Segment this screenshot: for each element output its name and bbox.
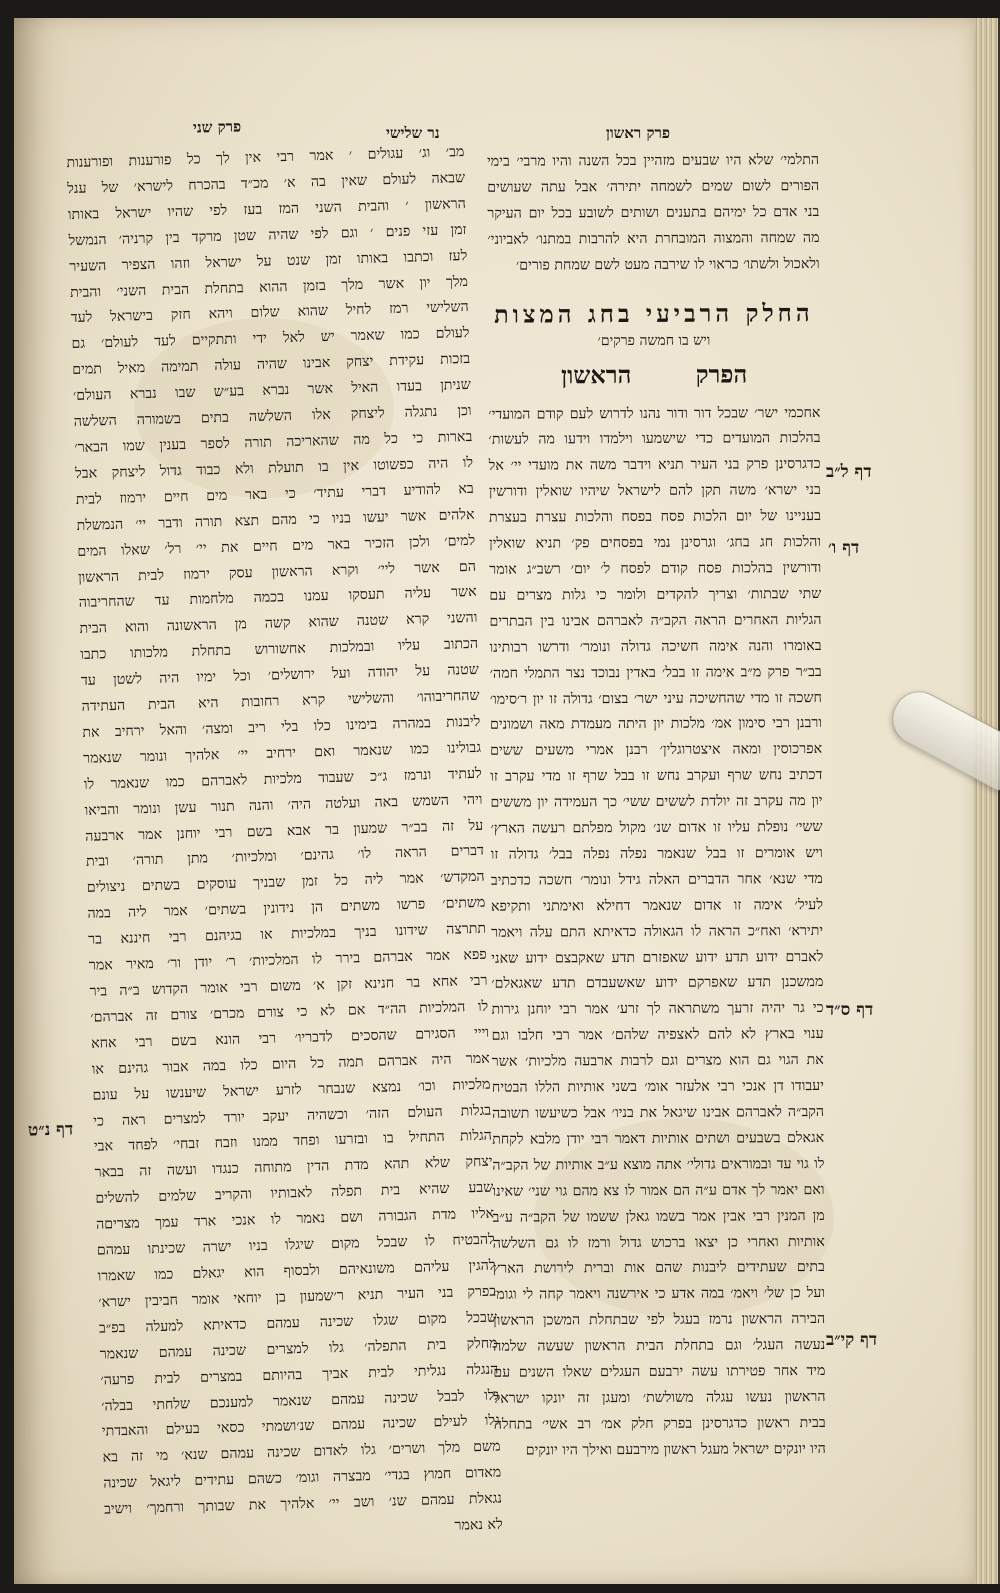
text-line: הגליות האחרים הראה הקב״ה לאברהם אבינו בין הבתרים (489, 611, 822, 630)
text-line: בתים שעתידים ליבנות שהם אות וברית לירושת הארץ (492, 1259, 825, 1278)
text-line: זמן עזי פנים ׳ וגם לפי שהיה שטן מרקד בין קרניה׳ הנמשל (68, 221, 467, 249)
text-line: לו גוי עד ובמוראים גדולי׳ אתה מוצא ע״ב אותיות של הקב״ה (492, 1155, 825, 1174)
right-running-head: פרק ראשון (606, 124, 671, 142)
text-line: אליו מדת הגבורה ושם נאמר לו אנכי ארד עמך מצריםה (95, 1205, 495, 1233)
section-subtitle: ויש בו חמשה פרקים׳ (597, 332, 711, 349)
text-line: שתי שבתות׳ וצריך להקדים ולומר כי גלות מצרים עם (489, 585, 822, 604)
text-line: שבכל מקום שגלו שכינה עמהם כדאיתא למעלה בפ״ב (98, 1309, 498, 1337)
text-line: לעיל׳ אימה זו אדום שנאמר דחילא ואימתני ותקיפא (490, 896, 824, 915)
text-line: הקב״ה לאברהם אבינו שיגאל את בניו׳ אבל כשיעשו תשובה (492, 1103, 825, 1122)
text-line: לעולם כמו שאמר יש לאל ידי ותתקיים לעד לעולם׳ גם (71, 325, 470, 353)
text-line: מה שמחה והמצוה המובחרת היא להרבות במתנו׳ לאביוני׳ (487, 229, 820, 248)
text-line: מיד אחר פטירתו עשה ירבעם העגלים שאלו השנים עם (493, 1363, 826, 1381)
text-line: בני אדם כל ימיהם בתענים ושותים לשובע בכל יום העיקר (487, 203, 820, 222)
right-column-top-text (487, 148, 820, 279)
text-line: משתים׳ פרשו משתים הן נידונין בשתים׳ אמר ליה במה (87, 894, 486, 923)
text-line: והשני קרא שטנה שהוא קשה מן הראשונה והוא הבית (79, 610, 478, 638)
text-line: דברים הראה לו׳ גהינם׳ ומלכיות׳ מתן תורה׳ ובית (85, 843, 485, 871)
text-line: מלכיות וכו׳ נמצא שנבחר לזרע ישראל שיענשו על עונם (92, 1076, 491, 1104)
margin-note: דף ל״ב (826, 462, 872, 482)
chapter-title: הפרק הראשון (561, 358, 748, 389)
text-line: הנגלה נגליתי לבית אביך בהיותם במצרים לבית פרעה׳ (100, 1361, 499, 1389)
text-line: יתירא׳ ואח״כ הראה לו הגאולה כדאיתא התם עלה ויאמר (491, 922, 824, 941)
text-line: בגלות העולם הזה׳ וכשהיה יעקב יורד למצרים ראה כי (93, 1102, 492, 1130)
text-line: יעבודו דן אנכי רבי אלעזר אומ׳ בשני אותיות הללו הבטיח (491, 1078, 824, 1096)
text-line: להגין עליהם משונאיהם ולבסוף הוא יגאלם כמו שאמרו (97, 1257, 496, 1285)
right-column-body-text (488, 401, 826, 1465)
text-line: יצחק שלא תהא מדת הדין מתוחה כנגדו ועשה זה בבאר (94, 1153, 493, 1182)
text-line: כדגרסינן פרק בני העיר תניא וידבר משה את מועדי יי׳ אל (488, 456, 821, 475)
text-line: הראשון נעשו עגלה משולשת׳ ומעגן זה יונקו ישראל (493, 1388, 826, 1407)
text-line: פפא אמר אברהם בירר לו המלכיות׳ ר׳ יודן ור׳ מאיר אמר (88, 946, 487, 974)
text-line: דכתיב נחש שרף ועקרב נחש זו בבל שרף זו מדי עקרב זו (490, 767, 823, 785)
text-line: לו המלכיות הה״ד אם לא כי צורם מכרם׳ צורם זה אברהם׳ (90, 998, 489, 1026)
text-line: אמר היה אברהם תמה כל היום כלו במה אבור גהינם או (91, 1050, 490, 1078)
center-running-head: נר שלישי (386, 124, 440, 142)
text-line: באומרו והנה אימה חשיכה גדולה ונומר׳ ודרשו רבותינו (489, 637, 822, 656)
text-line: בא להודיע דברי עתיד׳ כי באר מים חיים ירמוז לבית (75, 480, 474, 508)
text-line: מאדום חמוץ בגדי׳ מבצרה וגומ׳ כשהם עתידים ליגאל שכינה (103, 1464, 502, 1492)
text-line: ולאכול ולשתו׳ כראוי לו שירבה מעט לשם שמחת פורים׳ (515, 255, 820, 274)
text-line: לו היה כפשוטו אין בו תועלת ולא כבוד גדול ליצחק אבל (74, 454, 474, 482)
text-line: גבולינו כמו שנאמר ואם ירחיב יי׳ אלהיך ונומר שנאמר (82, 739, 482, 767)
text-line: גלו לבבל שכינה עמהם שנאמר למענכם שלחתי בבלה׳ (100, 1387, 500, 1415)
text-line: לעז וכתבו באותו זמן שנט על ישראל וזהו הצפיר השעיר (69, 247, 468, 275)
text-line: על זה בב״ר שמעון בר אבא בשם רבי יוחנן אמר ארבעה (85, 817, 484, 845)
text-line: את הגוי גם הוא מצרים וגם לרבות ארבעה מלכיות׳ אשר (491, 1052, 824, 1070)
text-line: המקדש׳ אמר ליה כל זמן שבניך עוסקים בשתים ניצולים (86, 869, 485, 897)
text-line: ממשכנן תדע שאפרקם ידוע שאשעבדם תדע שאגאלם׳ (491, 974, 824, 993)
text-line: גלו לעילם שכינה עמהם שנ׳ושמתי כסאי בעילם והאבדתי (101, 1412, 501, 1441)
text-line: אשר עליה תעסקו עמנו בכמה מלחמות עד שהחריבוה (78, 584, 477, 612)
text-line: הפורים לשום שמים לשמחה יתירה׳ אבל עתה שעושים (487, 177, 820, 196)
text-line: להבטיח לו שבכל מקום שיגלו בניו ישרה שכינתו עמהם (96, 1231, 495, 1259)
text-line: ויהי השמש באה ועלטה היה׳ והנה תנור עשן ונומר והביאו (84, 791, 483, 819)
text-line: לעתיד ונרמז ג״כ שעבוד מלכיות לאברהם כמו שנאמר לו (83, 765, 482, 793)
text-line: מלך יון אשר מלך בזמן ההוא בתחלת הבית השני׳ והבית (69, 273, 469, 301)
text-line: ענוי בארץ לא להם לאצפיה שלהם׳ אמר רבי חלבו וגם (491, 1026, 824, 1045)
text-line: נעשה העגל׳ וגם בתחלת הבית הראשון שעשה שלמה (493, 1337, 826, 1355)
text-line: משם מלך ושרים׳ גלו לאדום שכינה עמהם שנא׳ מי זה בא (102, 1438, 501, 1466)
text-line: ואם יאמר לך אדם ע״ה הם אמור לו צא מהם גוי שני׳ שאינו (492, 1181, 825, 1200)
left-text-column (66, 140, 503, 1550)
text-line: בהלכות המועדים כדי שישמעו וילמדו וידעו מה לעשות׳ (488, 430, 821, 449)
text-line: שבע שהיא בית תפלה לאבותיו והקריב שלמים להשלים (95, 1179, 494, 1207)
text-line: ששי׳ נופלת עליו זו אדום שנ׳ מקול מפלתם רעשה הארץ׳ (490, 819, 823, 837)
text-line: לא נאמר (454, 1516, 503, 1534)
text-line: מחלק בית התפלה׳ גלו למצרים שכינה עמהם שנאמר (99, 1335, 498, 1363)
left-running-head: פרק שני (192, 117, 242, 137)
text-line: היו יונקים ישראל מעגל ראשון מירבעם ואילך היו יונקים (525, 1440, 826, 1459)
text-line: כי גר יהיה זרעך משתראה לך זרע׳ אמר רבי יוחנן גירות (491, 1000, 824, 1019)
text-line: מן המנין רבי אבין אמר בשמו גאלן ששמו של הקב״ה ע״ב (492, 1207, 825, 1226)
right-text-column (487, 148, 826, 1464)
text-line: ועל כן של׳ ויאמ׳ במה אדע כי אירשנה ויאמר קחה לי וגומ׳ (492, 1285, 826, 1304)
text-line: בב״ר פרק מ״ב אימה זו בבל׳ באדין נבוכד נצר התמלי חמה׳ (489, 663, 822, 682)
text-line: הם אשר ליי׳ וקרא הראשון עסק ירמוז לבית הראשון (77, 558, 477, 586)
text-line: והלכות חג בחג׳ וגרסינן נמי בפסחים פק׳ תניא שואלין (489, 534, 822, 552)
text-line: הראשון ׳ והבית השני המז בעז לפי שהיו ישראל באותו (67, 195, 467, 223)
margin-note: דף ס״ד (826, 1000, 874, 1020)
text-line: מדי שנא׳ אחר הדברים האלה גידל ונומר׳ חשכה כדכתיב (490, 870, 823, 889)
text-line: בבית ראשון כדגרסינן בפרק חלק אמ׳ רב אשי׳ בתחלה (493, 1414, 826, 1433)
text-line: שטנה על יהודה ועל ירושלים׳ וכל ימיו היה לשטן עד (80, 661, 480, 690)
text-line: בעניינו של יום הלכות פסח בפסח והלכות עצרת בעצרת (488, 508, 821, 526)
text-line: תתרצה שידונו בניך במלכיות או בגיהנם רבי חיננא בר (87, 920, 487, 948)
text-line: אפרכוסין ומאה איצטרוגלין׳ רבנן אמרי משעים ששים (490, 741, 823, 760)
text-line: וכן נתגלה ליצחק אלו השלשה בתים בשמורה השלשה (73, 402, 472, 431)
text-line: נגאלת עמהם שנ׳ ושב יי׳ אלהיך את שבותך ורחמך׳ וישיב (103, 1490, 503, 1518)
text-line: הגלות התחיל בו ובזרעו ופחד ממנו וזבח זבחי׳ לפחד אבי (93, 1128, 493, 1156)
text-line: למים׳ ולכן הזכיר באר מים חיים את יי׳ רל׳ שאלו המים (77, 532, 476, 560)
margin-note: דף ו׳ (828, 538, 860, 558)
text-line: שהחריבוהו׳ והשלישי קרא רחובות היא הבית העתידה (81, 687, 480, 715)
page-edges (974, 18, 1000, 1584)
text-line: אגאלם בשבעים ושתים אותיות דאמר רבי יודן מלבא לקחת (492, 1129, 825, 1148)
text-line: אותיות ואחרי כן יצאו ברכוש גדול ורמז לו גם השלשה (492, 1233, 825, 1252)
section-title: החלק הרביעי בחג המצות (494, 297, 814, 329)
text-line: ורבנן רבי סימון אמ׳ מלכות יון היתה מעמדת מאה ושמונים (489, 715, 823, 734)
text-line: חשכה זו מדי שהחשיכה עיני ישר׳ בצום׳ גדולה זו יון ר׳סימו׳ (489, 689, 822, 708)
text-line: מב׳ וג׳ עגולים ׳ אמר רבי אין לך כל פורענות ופורענות (66, 143, 465, 172)
text-line: ויש אומרים זו בבל שנאמר נפלה נפלה בבל׳ גדולה זו (490, 844, 823, 863)
text-line: אחכמי ישר׳ שבכל דור ודור נהנו לדרוש לעם קודם המועדי׳ (488, 404, 821, 423)
text-line: ליבנות במהרה בימינו כלו בלי ריב ומצה׳ והאל ירחיב את (82, 713, 481, 741)
margin-note: דף קי״ב (826, 1330, 878, 1350)
text-line: בזכות עקידת יצחק אבינו שהיה עולה תמימה מאיל תמים (72, 351, 471, 379)
text-line: בני ישרא׳ משה תקן להם לישראל שיהיו שואלין ודורשין (488, 482, 821, 500)
text-line: שבאה לעולם שאין בה א׳ מכ״ד בהכרח לישרא׳ של ענל (66, 169, 466, 198)
text-line: רבי אחא בר חנינא זקן א׳ משום רבי אומר הקדוש ב״ה ביר (89, 972, 488, 1000)
margin-note: דף נ״ט (27, 1119, 74, 1141)
text-line: התלמי׳ שלא היו שבעים מזהיין בכל השנה והיו מרבי׳ בימי (487, 151, 820, 170)
text-line: בפרק בני העיר תניא ר׳שמעון בן יוחאי אומר חביבין ישרא׳ (98, 1283, 497, 1311)
text-line: לאברם ידוע תדע ידוע שאפזרם תדע שאקבצם ידוע שאני (491, 948, 824, 967)
text-line: ודורשין בהלכות פסח קודם לפסח ל׳ יום׳ רשב״ג אומר (489, 559, 822, 578)
text-line: הכתוב עליו ובמלכות אחשורוש בתחלת מלכותו כתבו (80, 636, 479, 664)
text-line: וייי הסגירם שהסכים לדבריו׳ רבי הונא בשם רבי אחא (90, 1024, 490, 1052)
text-line: אלהים אשר יעשו בניו כי מהם תצא תורה ודבר יי׳ הנמשלת (76, 506, 475, 534)
text-line: הבירה הראשון נרמז בעגל לפי שבתחלת המשכן הראשון (493, 1311, 826, 1329)
text-line: יון מה עקרב זה יולדת לששים ששי׳ כך העמידה יון מששים (490, 793, 823, 811)
text-line: שניתן בעדו האיל אשר נברא בע״ש שבו נברא העולם׳ (72, 377, 472, 405)
text-line: בארות כי כל מה שהאריכה תורה לספר בענין שמו הבאר׳ (74, 428, 473, 456)
text-line: השלישי רמז לחיל שהוא שלום ויהא חזק בישראל לעד (70, 299, 469, 327)
